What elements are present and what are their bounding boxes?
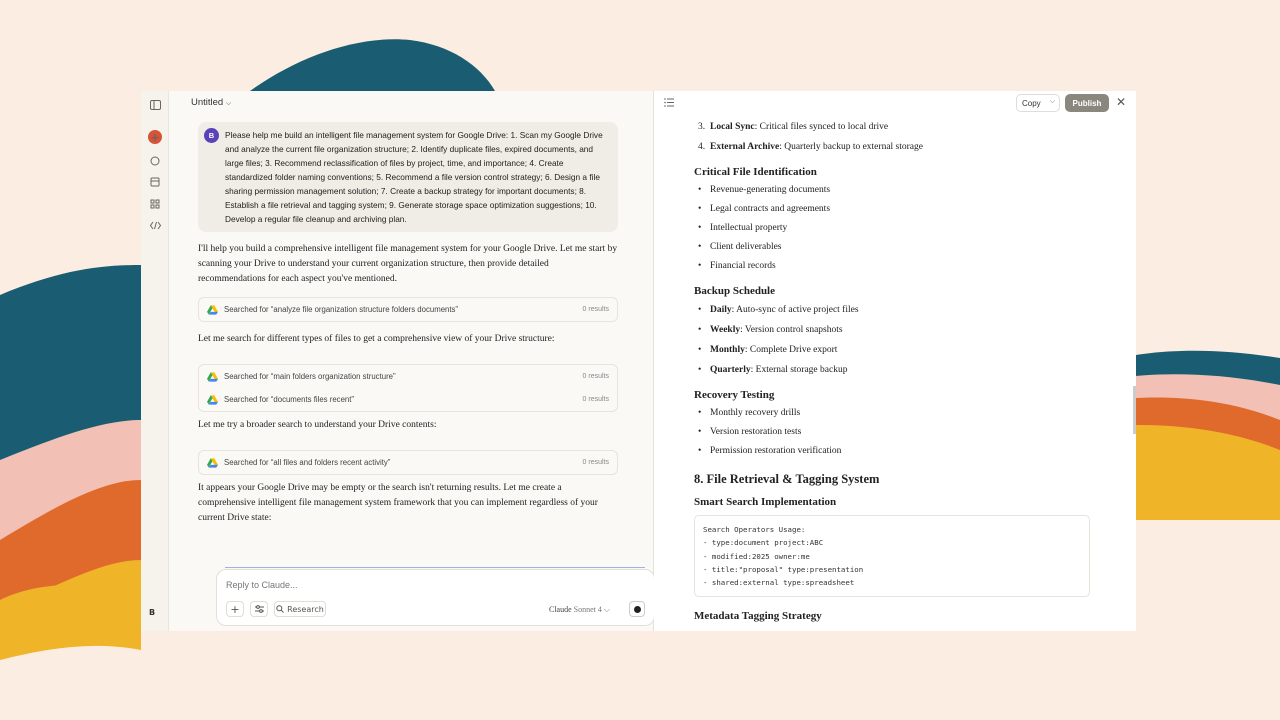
user-message xyxy=(198,122,618,232)
list-item: • Client deliverables xyxy=(698,242,782,252)
publish-button[interactable]: Publish xyxy=(1065,94,1109,112)
model-selector[interactable]: Claude Sonnet 4 ⌵ xyxy=(549,605,610,614)
sidebar-rail xyxy=(141,91,169,631)
list-item: 4. External Archive: Quarterly backup to external storage xyxy=(698,142,923,152)
top-list xyxy=(694,118,1094,157)
search-tool-row[interactable]: Searched for “all files and folders recent activity” 0 results xyxy=(199,451,617,474)
section-heading: Recovery Testing xyxy=(694,389,775,401)
user-message-text: Please help me build an intelligent file management system for Google Drive: 1. Scan my Google Drive and analyze the current file organization structure; 2. Identify duplicate files, expired documents, and large files; 3. Recommend reclassification of files by project, time, and importance; 4. Create standardized folder naming conventions; 5. Recommend a file version control strategy; 6. Design a file sharing permission management solution; 7. Create a backup strategy for important documents; 8. Establish a file retrieval and tagging system; 9. Generate storage space optimization suggestions; 10. Develop a regular file cleanup and archiving plan. xyxy=(225,130,603,224)
tools-button[interactable] xyxy=(250,601,268,617)
section-heading: 8. File Retrieval & Tagging System xyxy=(694,472,880,486)
list-item: • Weekly: Version control snapshots xyxy=(698,325,843,335)
sidebar-toggle-icon[interactable] xyxy=(147,97,163,113)
list-item: 3. Local Sync: Critical files synced to local drive xyxy=(698,122,889,132)
search-icon xyxy=(276,605,284,613)
google-drive-icon xyxy=(207,372,218,382)
add-attachment-button[interactable]: + xyxy=(226,601,244,617)
list-item: • Quarterly: External storage backup xyxy=(698,365,848,375)
assistant-text: It appears your Google Drive may be empty or the search isn't returning results. Let me create a comprehensive intelligent file management system framework that you can implement regardless of your current Drive state: xyxy=(198,483,598,523)
search-tool-row[interactable]: Searched for “documents files recent” 0 results xyxy=(199,388,617,411)
search-tool-row[interactable]: Searched for “analyze file organization structure folders documents” 0 results xyxy=(199,298,617,321)
section-heading: Backup Schedule xyxy=(694,285,775,297)
list-item: • Financial records xyxy=(698,261,776,271)
record-icon xyxy=(634,606,641,613)
code-block: Search Operators Usage: - type:document project:ABC - modified:2025 owner:me - title:"proposal" type:presentation - shared:external type:spreadsheet xyxy=(694,515,1090,597)
artifact-panel xyxy=(654,91,1136,631)
user-avatar[interactable]: B xyxy=(149,608,156,617)
google-drive-icon xyxy=(207,305,218,315)
chats-icon[interactable] xyxy=(147,153,163,169)
chat-panel xyxy=(169,91,654,631)
backup-list xyxy=(694,300,1094,380)
list-item: • Monthly recovery drills xyxy=(698,408,801,418)
search-tool-row[interactable]: Searched for “main folders organization structure” 0 results xyxy=(199,365,617,388)
list-item: • Intellectual property xyxy=(698,223,788,233)
assistant-text: I'll help you build a comprehensive intelligent file management system for your Google Drive. Let me start by scanning your Drive to understand your current organization structure, then provide detailed recommendations for each aspect you've mentioned. xyxy=(198,244,618,284)
tool-call-group[interactable] xyxy=(198,364,618,412)
chevron-down-icon[interactable]: ⌵ xyxy=(1049,98,1055,105)
composer xyxy=(216,569,655,626)
composer-focus-line xyxy=(225,567,645,570)
user-avatar-icon: B xyxy=(204,128,219,143)
chat-title-dropdown[interactable] xyxy=(191,97,231,108)
chat-title: Untitled xyxy=(191,97,224,108)
research-button[interactable]: Research xyxy=(274,601,326,617)
assistant-text: Let me try a broader search to understand your Drive contents: xyxy=(198,420,437,430)
table-of-contents-icon[interactable] xyxy=(664,98,674,110)
sliders-icon xyxy=(255,605,264,613)
projects-icon[interactable] xyxy=(147,174,163,190)
new-chat-button[interactable]: + xyxy=(148,130,162,144)
artifacts-icon[interactable] xyxy=(147,196,163,212)
tool-call-group[interactable] xyxy=(198,297,618,322)
chevron-down-icon: ⌵ xyxy=(225,100,232,107)
tool-call-group[interactable] xyxy=(198,450,618,475)
app-window xyxy=(141,91,1136,631)
list-item: • Legal contracts and agreements xyxy=(698,204,831,214)
artifact-document xyxy=(694,118,1094,623)
list-item: • Daily: Auto-sync of active project files xyxy=(698,305,859,315)
list-item: • Revenue-generating documents xyxy=(698,185,831,195)
google-drive-icon xyxy=(207,395,218,405)
assistant-text: Let me search for different types of files to get a comprehensive view of your Drive structure: xyxy=(198,334,555,344)
conversation xyxy=(198,122,618,526)
code-icon[interactable] xyxy=(147,217,163,233)
google-drive-icon xyxy=(207,458,218,468)
list-item: • Monthly: Complete Drive export xyxy=(698,345,838,355)
copy-button[interactable]: Copy ⌵ xyxy=(1016,94,1060,112)
section-heading: Metadata Tagging Strategy xyxy=(694,610,822,623)
section-heading: Smart Search Implementation xyxy=(694,496,837,508)
voice-mode-button[interactable] xyxy=(629,601,645,617)
artifact-scrollbar[interactable] xyxy=(1133,386,1136,434)
reply-input[interactable]: Reply to Claude... xyxy=(226,580,298,590)
chevron-down-icon: ⌵ xyxy=(603,605,610,614)
close-icon[interactable]: ✕ xyxy=(1116,95,1127,109)
list-item: • Permission restoration verification xyxy=(698,446,842,456)
critical-list xyxy=(694,181,1094,276)
section-heading: Critical File Identification xyxy=(694,166,817,178)
list-item: • Version restoration tests xyxy=(698,427,802,437)
recovery-list xyxy=(694,404,1094,461)
